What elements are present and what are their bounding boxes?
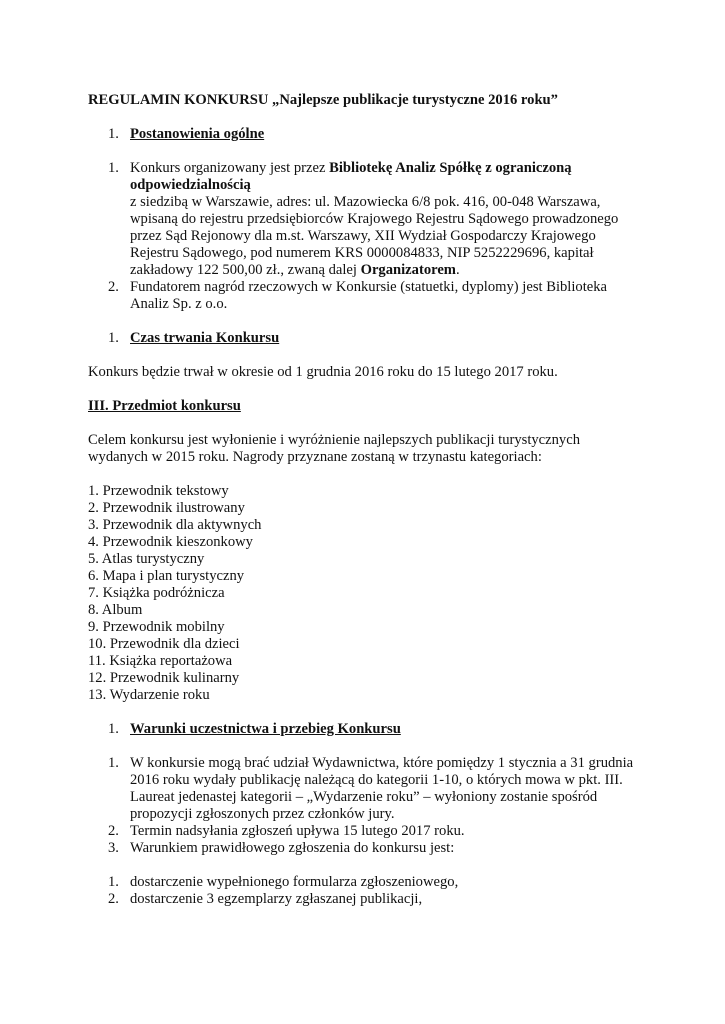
category-item: 2. Przewodnik ilustrowany	[88, 500, 245, 516]
category-item: 4. Przewodnik kieszonkowy	[88, 534, 253, 550]
organizer-address-line: z siedzibą w Warszawie, adres: ul. Mazowiecka 6/8 pok. 416, 00-048 Warszawa,	[130, 194, 601, 210]
category-item: 11. Książka reportażowa	[88, 653, 233, 669]
funder-line: Fundatorem nagród rzeczowych w Konkursie (statuetki, dyplomy) jest Biblioteka	[130, 279, 608, 295]
category-item: 1. Przewodnik tekstowy	[88, 483, 229, 499]
category-item: 12. Przewodnik kulinarny	[88, 670, 240, 686]
duration-text: Konkurs będzie trwał w okresie od 1 grudnia 2016 roku do 15 lutego 2017 roku.	[88, 364, 558, 380]
period: .	[455, 262, 460, 278]
section-number: 1.	[108, 330, 119, 346]
list-number: 1.	[108, 755, 119, 771]
list-number: 2.	[108, 823, 119, 839]
section-heading: Warunki uczestnictwa i przebieg Konkursu	[130, 721, 401, 737]
organizer-prefix: Konkurs organizowany jest przez	[130, 160, 330, 176]
deadline-line: Termin nadsyłania zgłoszeń upływa 15 lutego 2017 roku.	[130, 823, 465, 839]
list-number: 1.	[108, 874, 119, 890]
category-item: 13. Wydarzenie roku	[88, 687, 210, 703]
funder-line: Analiz Sp. z o.o.	[130, 296, 228, 312]
category-item: 7. Książka podróżnicza	[88, 585, 225, 601]
section-heading: Postanowienia ogólne	[130, 126, 265, 142]
organizer-name: Bibliotekę Analiz Spółkę z ograniczoną odpowiedzialnością	[130, 160, 572, 193]
list-item-text	[130, 160, 600, 194]
participation-line: propozycji zgłoszonych przez członków jury.	[130, 806, 395, 822]
organizer-alias: Organizatorem	[360, 262, 456, 278]
list-number: 3.	[108, 840, 119, 856]
list-number: 2.	[108, 279, 119, 295]
category-item: 5. Atlas turystyczny	[88, 551, 205, 567]
participation-line: Laureat jedenastej kategorii – „Wydarzenie roku” – wyłoniony zostanie spośród	[130, 789, 598, 805]
list-number: 1.	[108, 160, 119, 176]
requirement-item: dostarczenie wypełnionego formularza zgłoszeniowego,	[130, 874, 459, 890]
section-heading: Czas trwania Konkursu	[130, 330, 280, 346]
intro-line: Celem konkursu jest wyłonienie i wyróżnienie najlepszych publikacji turystycznych	[88, 432, 581, 448]
category-item: 10. Przewodnik dla dzieci	[88, 636, 240, 652]
requirement-intro: Warunkiem prawidłowego zgłoszenia do konkursu jest:	[130, 840, 455, 856]
requirement-item: dostarczenie 3 egzemplarzy zgłaszanej publikacji,	[130, 891, 423, 907]
category-item: 3. Przewodnik dla aktywnych	[88, 517, 262, 533]
participation-line: W konkursie mogą brać udział Wydawnictwa, które pomiędzy 1 stycznia a 31 grudnia	[130, 755, 634, 771]
category-item: 9. Przewodnik mobilny	[88, 619, 225, 635]
participation-line: 2016 roku wydały publikację należącą do kategorii 1-10, o których mowa w pkt. III.	[130, 772, 623, 788]
organizer-register-line: wpisaną do rejestru przedsiębiorców Krajowego Rejestru Sądowego prowadzonego	[130, 211, 619, 227]
section-number: 1.	[108, 126, 119, 142]
section-number: 1.	[108, 721, 119, 737]
intro-line: wydanych w 2015 roku. Nagrody przyznane zostaną w trzynastu kategoriach:	[88, 449, 542, 465]
section-heading: III. Przedmiot konkursu	[88, 398, 241, 414]
organizer-court-line: przez Sąd Rejonowy dla m.st. Warszawy, XII Wydział Gospodarczy Krajowego	[130, 228, 596, 244]
category-item: 8. Album	[88, 602, 143, 618]
organizer-capital-line	[130, 262, 650, 279]
capital-text: zakładowy 122 500,00 zł., zwaną dalej	[130, 262, 361, 278]
category-item: 6. Mapa i plan turystyczny	[88, 568, 245, 584]
organizer-krs-line: Rejestru Sądowego, pod numerem KRS 0000084833, NIP 5252229696, kapitał	[130, 245, 594, 261]
list-number: 2.	[108, 891, 119, 907]
document-title: REGULAMIN KONKURSU „Najlepsze publikacje turystyczne 2016 roku”	[88, 92, 558, 108]
